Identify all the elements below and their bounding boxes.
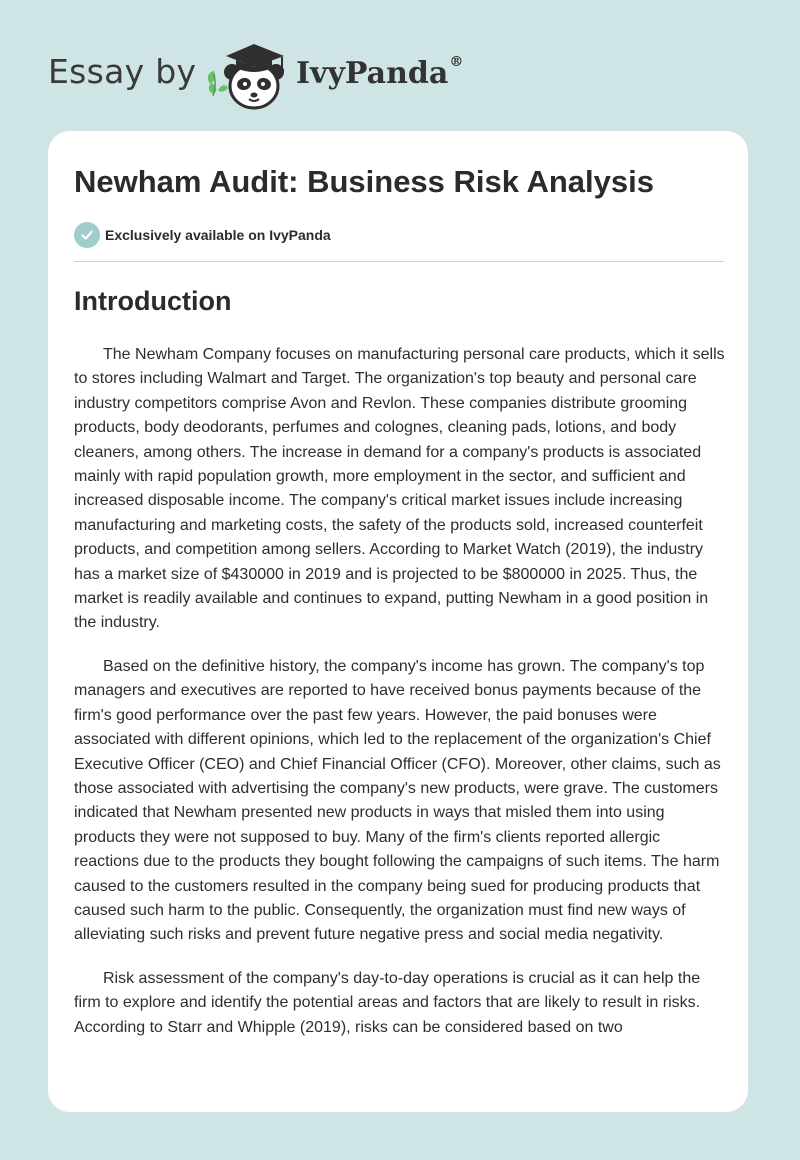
article-title: Newham Audit: Business Risk Analysis xyxy=(74,164,654,199)
paragraph-2: Based on the definitive history, the company's income has grown. The company's top managers and executives are reported to have received bonus payments because of the firm's good performance over the past few years. However, the paid bonuses were associated with different opinions, which led to the replacement of the organization's Chief Executive Officer (CEO) and Chief Financial Officer (CFO). Moreover, other claims, such as those associated with advertising the company's new products, were grave. The customers indicated that Newham presented new products in ways that misled them into using products they were not supposed to buy. Many of the firm's clients reported allergic reactions due to the products they bought following the campaigns of such items. The harm caused to the customers resulted in the company being sued for producing products that caused such harm to the public. Consequently, the organization must find new ways of alleviating such risks and prevent future negative press and social media negativity. xyxy=(74,657,721,944)
exclusive-label: Exclusively available on IvyPanda xyxy=(105,227,331,243)
exclusive-availability xyxy=(74,222,331,248)
article-body xyxy=(74,343,726,1059)
site-header xyxy=(48,34,568,114)
section-heading-introduction: Introduction xyxy=(74,286,232,316)
paragraph-1: The Newham Company focuses on manufacturing personal care products, which it sells to stores including Walmart and Target. The organization's top beauty and personal care industry competitors comprise Avon and Revlon. These companies distribute grooming products, body deodorants, perfumes and colognes, cleaning pads, lotions, and body cleaners, among others. The increase in demand for a company's products is associated mainly with rapid population growth, more employment in the sector, and sufficient and increased disposable income. The company's critical market issues include increasing manufacturing and marketing costs, the safety of the products sold, increased counterfeit products, and competition among sellers. According to Market Watch (2019), the industry has a market size of $430000 in 2019 and is projected to be $800000 in 2025. Thus, the market is readily available and continues to expand, putting Newham in a good position in the industry. xyxy=(74,346,725,632)
essay-by-label: Essay by xyxy=(48,52,197,91)
article-card xyxy=(48,131,748,1112)
brand-text: IvyPanda xyxy=(296,56,449,91)
brand-name[interactable] xyxy=(296,56,463,91)
registered-mark: ® xyxy=(449,54,464,70)
card-bottom-mask xyxy=(48,1066,748,1112)
paragraph-3: Risk assessment of the company's day-to-day operations is crucial as it can help the firm to explore and identify the potential areas and factors that are likely to result in risks. According to Starr and Whipple (2019), risks can be considered based on two xyxy=(74,969,701,1036)
check-badge-icon xyxy=(74,222,100,248)
title-divider xyxy=(74,261,724,262)
panda-graduation-cap-logo[interactable] xyxy=(204,36,296,112)
